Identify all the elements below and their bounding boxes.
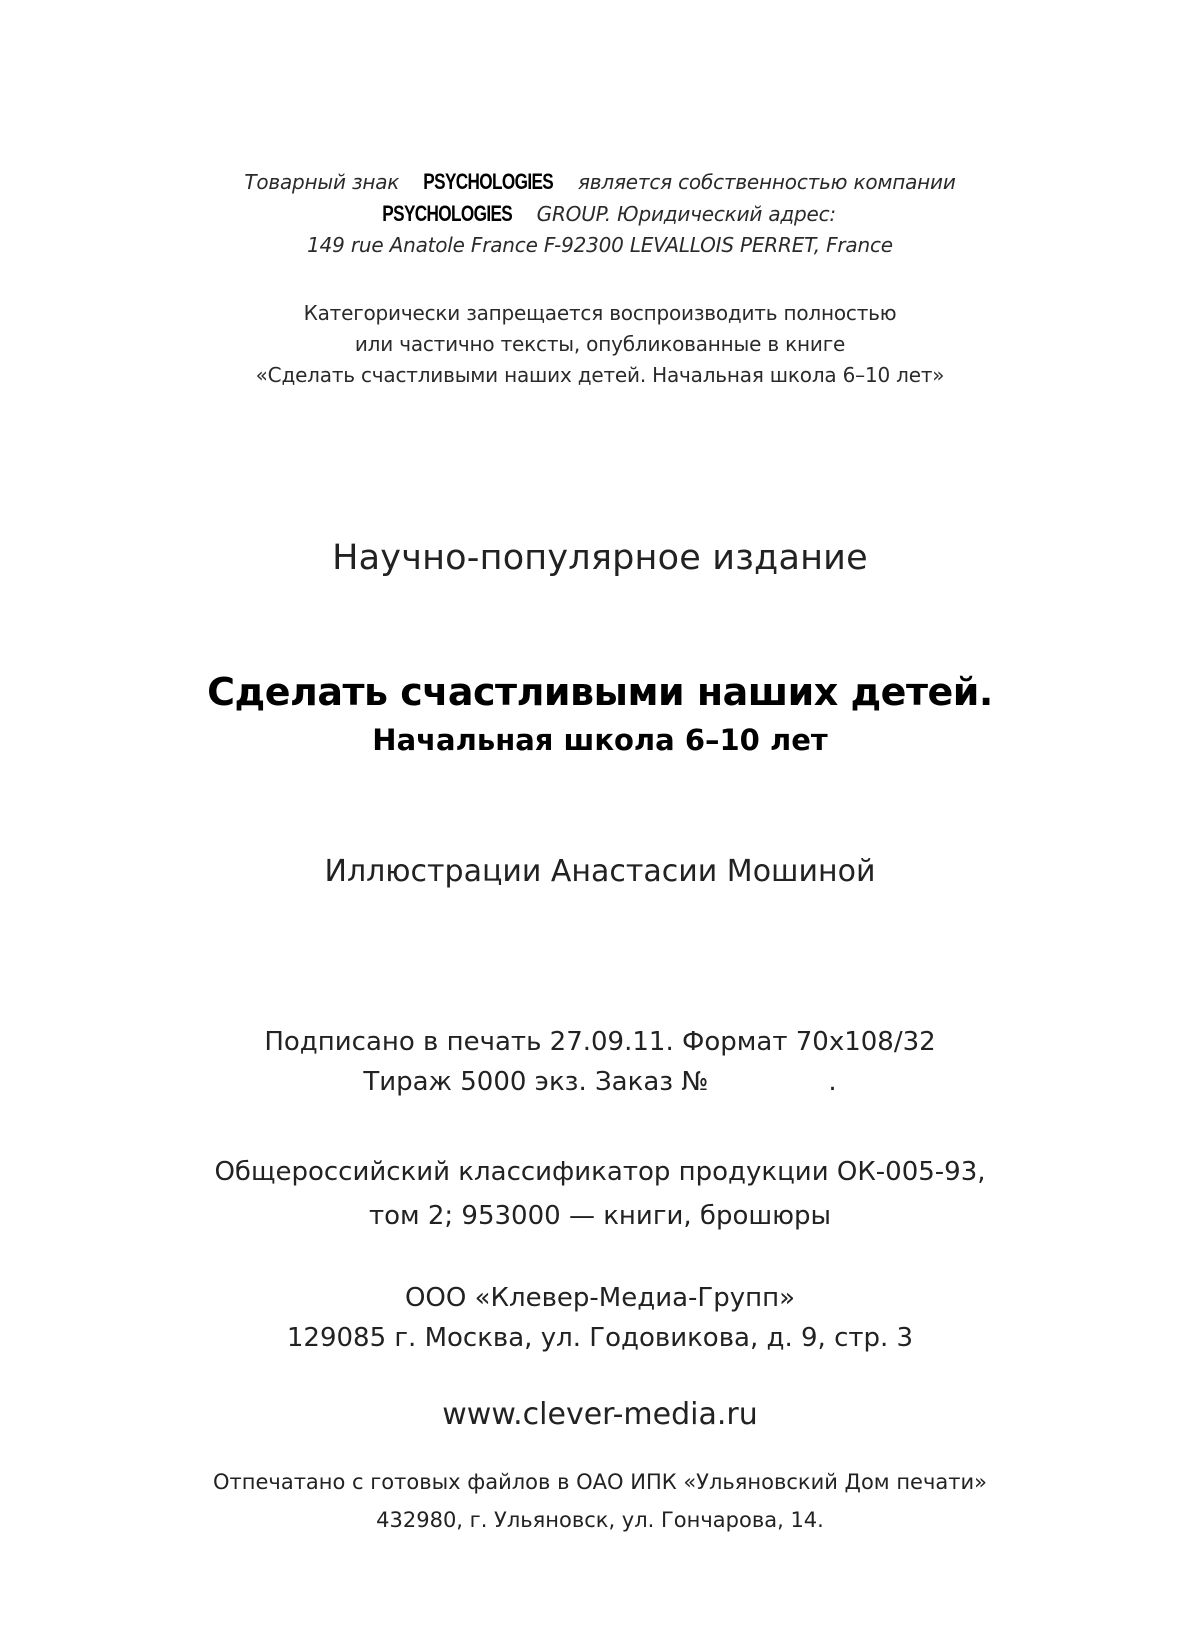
copyright-line-3: «Сделать счастливыми наших детей. Начальная школа 6–10 лет» — [255, 363, 945, 387]
classifier-line-2: том 2; 953000 — книги, брошюры — [368, 1201, 832, 1231]
print-run-text: Тираж 5000 экз. Заказ № — [363, 1067, 709, 1097]
trademark-text: GROUP. Юридический адрес: — [530, 202, 836, 226]
publisher-website: www.clever-media.ru — [442, 1397, 758, 1432]
copyright-notice — [0, 298, 1200, 391]
trademark-text: является собственностью компании — [571, 170, 956, 194]
print-run-end: . — [828, 1067, 837, 1097]
product-classifier — [0, 1150, 1200, 1238]
trademark-address: 149 rue Anatole France F-92300 LEVALLOIS PERRET, France — [307, 233, 893, 257]
print-info-line-1: Подписано в печать 27.09.11. Формат 70x108/32 — [264, 1027, 936, 1057]
book-title: Сделать счастливыми наших детей. — [207, 670, 993, 714]
publisher-info — [0, 1278, 1200, 1358]
publisher-address: 129085 г. Москва, ул. Годовикова, д. 9, стр. 3 — [286, 1323, 914, 1353]
trademark-notice — [0, 166, 1200, 261]
classifier-line-1: Общероссийский классификатор продукции ОК-005-93, — [214, 1157, 986, 1187]
print-info-line-2 — [0, 1062, 1200, 1102]
trademark-line-2 — [0, 198, 1200, 230]
printing-line-2: 432980, г. Ульяновск, ул. Гончарова, 14. — [376, 1508, 824, 1532]
printing-house-info — [0, 1463, 1200, 1539]
trademark-text: Товарный знак — [244, 170, 406, 194]
publisher-name: ООО «Клевер-Медиа-Групп» — [404, 1283, 796, 1313]
book-subtitle: Начальная школа 6–10 лет — [372, 723, 828, 757]
print-info — [0, 1022, 1200, 1102]
illustrations-credit: Иллюстрации Анастасии Мошиной — [324, 854, 876, 889]
copyright-line-2: или частично тексты, опубликованные в книге — [354, 332, 846, 356]
brand-logo-psychologies: PSYCHOLOGIES — [382, 201, 513, 226]
printing-line-1: Отпечатано с готовых файлов в ОАО ИПК «Ульяновский Дом печати» — [213, 1470, 987, 1494]
copyright-line-1: Категорически запрещается воспроизводить полностью — [303, 301, 897, 325]
brand-logo-psychologies: PSYCHOLOGIES — [423, 169, 554, 194]
edition-type: Научно-популярное издание — [332, 538, 868, 578]
trademark-line-1 — [0, 166, 1200, 198]
